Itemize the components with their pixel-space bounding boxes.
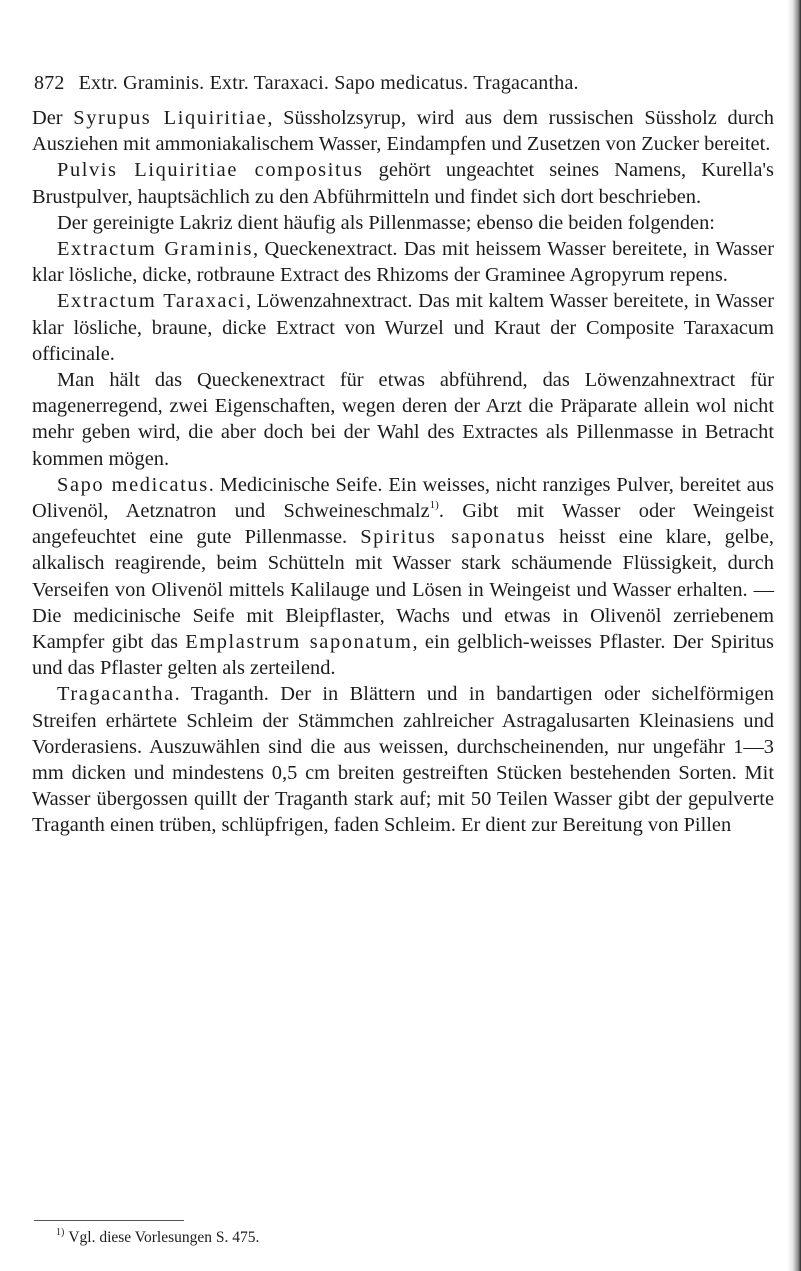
footnote-reference: 1) — [429, 499, 439, 512]
text-run: , Queckenextract. Das mit heissem Wasser bereitete, in Wasser klar lösliche, dicke, rotbraune Extract des Rhizoms der Graminee Agropyrum repens. — [32, 238, 774, 287]
footnote-mark: 1) — [56, 1227, 65, 1238]
paragraph-extractum-taraxaci — [32, 288, 774, 367]
paragraph-tragacantha — [32, 681, 774, 838]
term-emplastrum-saponatum: Emplastrum saponatum — [185, 631, 413, 654]
page-number: 872 — [34, 72, 65, 94]
term-syrupus-liquiritiae: Syrupus Liquiritiae — [73, 107, 268, 129]
paragraph-sapo-medicatus — [32, 472, 774, 682]
paragraph-pulvis — [32, 157, 774, 209]
term-extractum-taraxaci: Extractum Taraxaci — [57, 290, 246, 313]
term-tragacantha: Tragacantha — [57, 683, 175, 706]
footnote-text: Vgl. diese Vorlesungen S. 475. — [68, 1229, 260, 1246]
paragraph-syrupus — [32, 105, 774, 157]
main-text — [32, 105, 774, 839]
text-run: heisst eine klare, gelbe, alkalisch reagirende, beim Schütteln mit Wasser stark schäumende Flüssigkeit, durch Verseifen von Olivenöl mittels Kalilauge und Lösen in Weingeist und Wasser erhalten. — Die medicinische Seife mit Bleipflaster, Wachs und etwas in Olivenöl zerriebenem Kampfer gibt das — [32, 526, 775, 654]
text-run: . Medicinische Seife. Ein weisses, nicht ranziges Pulver, bereitet aus Olivenöl, Aetznatron und Schweineschmalz — [32, 473, 774, 523]
text-run: , Löwenzahnextract. Das mit kaltem Wasser bereitete, in Wasser klar lösliche, braune, dicke Extract von Wurzel und Kraut der Composite Taraxacum officinale. — [32, 290, 774, 365]
text-run: . Gibt mit Wasser oder Weingeist angefeuchtet eine gute Pillenmasse. — [32, 500, 775, 549]
text-run: , Süssholzsyrup, wird aus dem russischen Süssholz durch Ausziehen mit ammoniakalischem Wasser, Eindampfen und Zusetzen von Zucker bereitet. — [32, 107, 774, 156]
text-run: , ein gelblich-weisses Pflaster. Der Spiritus und das Pflaster gelten als zerteilend. — [32, 631, 774, 680]
paragraph-extractum-graminis — [32, 236, 774, 288]
term-pulvis-liquiritiae: Pulvis Liquiritiae compositus — [57, 159, 364, 182]
term-extractum-graminis: Extractum Graminis — [57, 238, 254, 261]
paragraph-wirkung: Man hält das Queckenextract für etwas abführend, das Löwenzahnextract für magenerregend, zwei Eigenschaften, wegen deren der Arzt die Präparate allein wol nicht mehr geben wird, die aber doch bei der Wahl des Extractes als Pillenmasse in Betracht kommen mögen. — [32, 369, 774, 470]
running-title: Extr. Graminis. Extr. Taraxaci. Sapo medicatus. Tragacantha. — [78, 72, 579, 94]
term-spiritus-saponatus: Spiritus saponatus — [360, 526, 547, 549]
footnote — [56, 1228, 556, 1248]
running-header — [34, 72, 774, 95]
text-run: . Traganth. Der in Blättern und in bandartigen oder sichelförmigen Streifen erhärtete Schleim der Stämmchen zahlreicher Astragalusarten Kleinasiens und Vorderasiens. Auszuwählen sind die aus weissen, durchscheinenden, nur ungefähr 1—3 mm dicken und mindestens 0,5 cm breiten gestreiften Stücken bestehenden Sorten. Mit Wasser übergossen quillt der Traganth stark auf; mit 50 Teilen Wasser gibt der gepulverte Traganth einen trüben, schlüpfrigen, faden Schleim. Er dient zur Bereitung von Pillen — [32, 683, 774, 837]
text-run: Der — [32, 107, 74, 129]
term-sapo-medicatus: Sapo medicatus — [57, 473, 209, 496]
text-run: gehört ungeachtet seines Namens, Kurella's Brustpulver, hauptsächlich zu den Abführmitteln und findet sich dort beschrieben. — [32, 159, 774, 208]
paragraph-lakriz: Der gereinigte Lakriz dient häufig als Pillenmasse; ebenso die beiden folgenden: — [57, 211, 715, 234]
page-edge-shadow — [787, 0, 801, 1271]
footnote-divider — [34, 1220, 184, 1221]
